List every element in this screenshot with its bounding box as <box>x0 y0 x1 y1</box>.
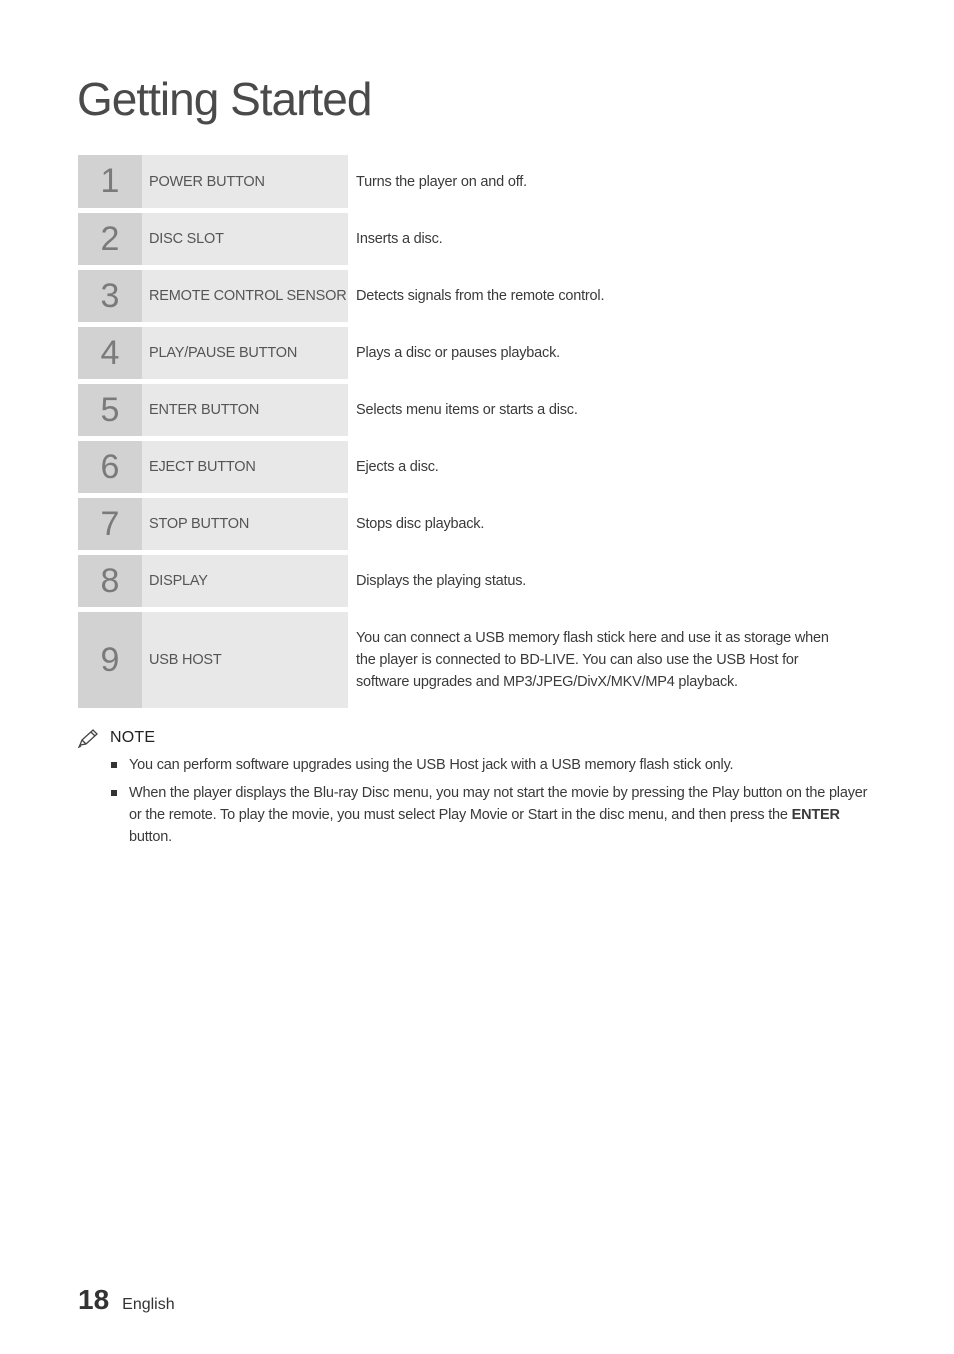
item-number: 1 <box>78 155 142 208</box>
item-description: Ejects a disc. <box>356 459 439 475</box>
table-row <box>78 612 878 708</box>
table-row <box>78 270 878 322</box>
note-text: You can perform software upgrades using the USB Host jack with a USB memory flash stick only. <box>129 757 734 773</box>
note-bullet <box>78 782 868 848</box>
table-row <box>78 327 878 379</box>
item-name: STOP BUTTON <box>142 498 348 550</box>
item-name: REMOTE CONTROL SENSOR <box>142 270 348 322</box>
item-description: You can connect a USB memory flash stick here and use it as storage when the player is connected to BD-LIVE. You can also use the USB Host for software upgrades and MP3/JPEG/DivX/MKV/MP4 playback. <box>356 630 829 690</box>
item-number: 6 <box>78 441 142 493</box>
item-number: 4 <box>78 327 142 379</box>
note-section <box>78 726 868 854</box>
table-row <box>78 498 878 550</box>
note-header <box>78 726 868 750</box>
item-description: Inserts a disc. <box>356 231 443 247</box>
item-name: DISC SLOT <box>142 213 348 265</box>
item-number: 7 <box>78 498 142 550</box>
table-row <box>78 555 878 607</box>
note-label: NOTE <box>110 729 156 746</box>
item-number: 9 <box>78 612 142 708</box>
square-bullet-icon <box>111 762 117 768</box>
pencil-icon <box>78 728 100 748</box>
component-table <box>78 155 878 713</box>
square-bullet-icon <box>111 790 117 796</box>
item-name: DISPLAY <box>142 555 348 607</box>
page-footer <box>78 1284 175 1316</box>
item-number: 8 <box>78 555 142 607</box>
table-row <box>78 384 878 436</box>
item-name: POWER BUTTON <box>142 155 348 208</box>
table-row <box>78 213 878 265</box>
item-description: Plays a disc or pauses playback. <box>356 345 560 361</box>
note-text-tail: button. <box>129 829 172 845</box>
note-list <box>78 754 868 848</box>
enter-keyword: ENTER <box>791 807 840 823</box>
language-label: English <box>122 1296 175 1313</box>
item-name: EJECT BUTTON <box>142 441 348 493</box>
item-description: Turns the player on and off. <box>356 173 527 190</box>
item-number: 2 <box>78 213 142 265</box>
item-description: Stops disc playback. <box>356 516 485 532</box>
item-name: ENTER BUTTON <box>142 384 348 436</box>
note-text: When the player displays the Blu-ray Disc menu, you may not start the movie by pressing the Play button on the player or the remote. To play the movie, you must select Play Movie or Start in the disc menu, and then press the <box>129 785 868 823</box>
item-number: 5 <box>78 384 142 436</box>
item-description: Detects signals from the remote control. <box>356 288 605 304</box>
item-description: Displays the playing status. <box>356 573 527 589</box>
table-row <box>78 441 878 493</box>
item-name: PLAY/PAUSE BUTTON <box>142 327 348 379</box>
item-description: Selects menu items or starts a disc. <box>356 402 578 418</box>
note-bullet <box>78 754 868 776</box>
page-title: Getting Started <box>77 73 372 125</box>
item-name: USB HOST <box>142 612 348 708</box>
item-number: 3 <box>78 270 142 322</box>
table-row <box>78 155 878 208</box>
page-number: 18 <box>78 1284 110 1315</box>
